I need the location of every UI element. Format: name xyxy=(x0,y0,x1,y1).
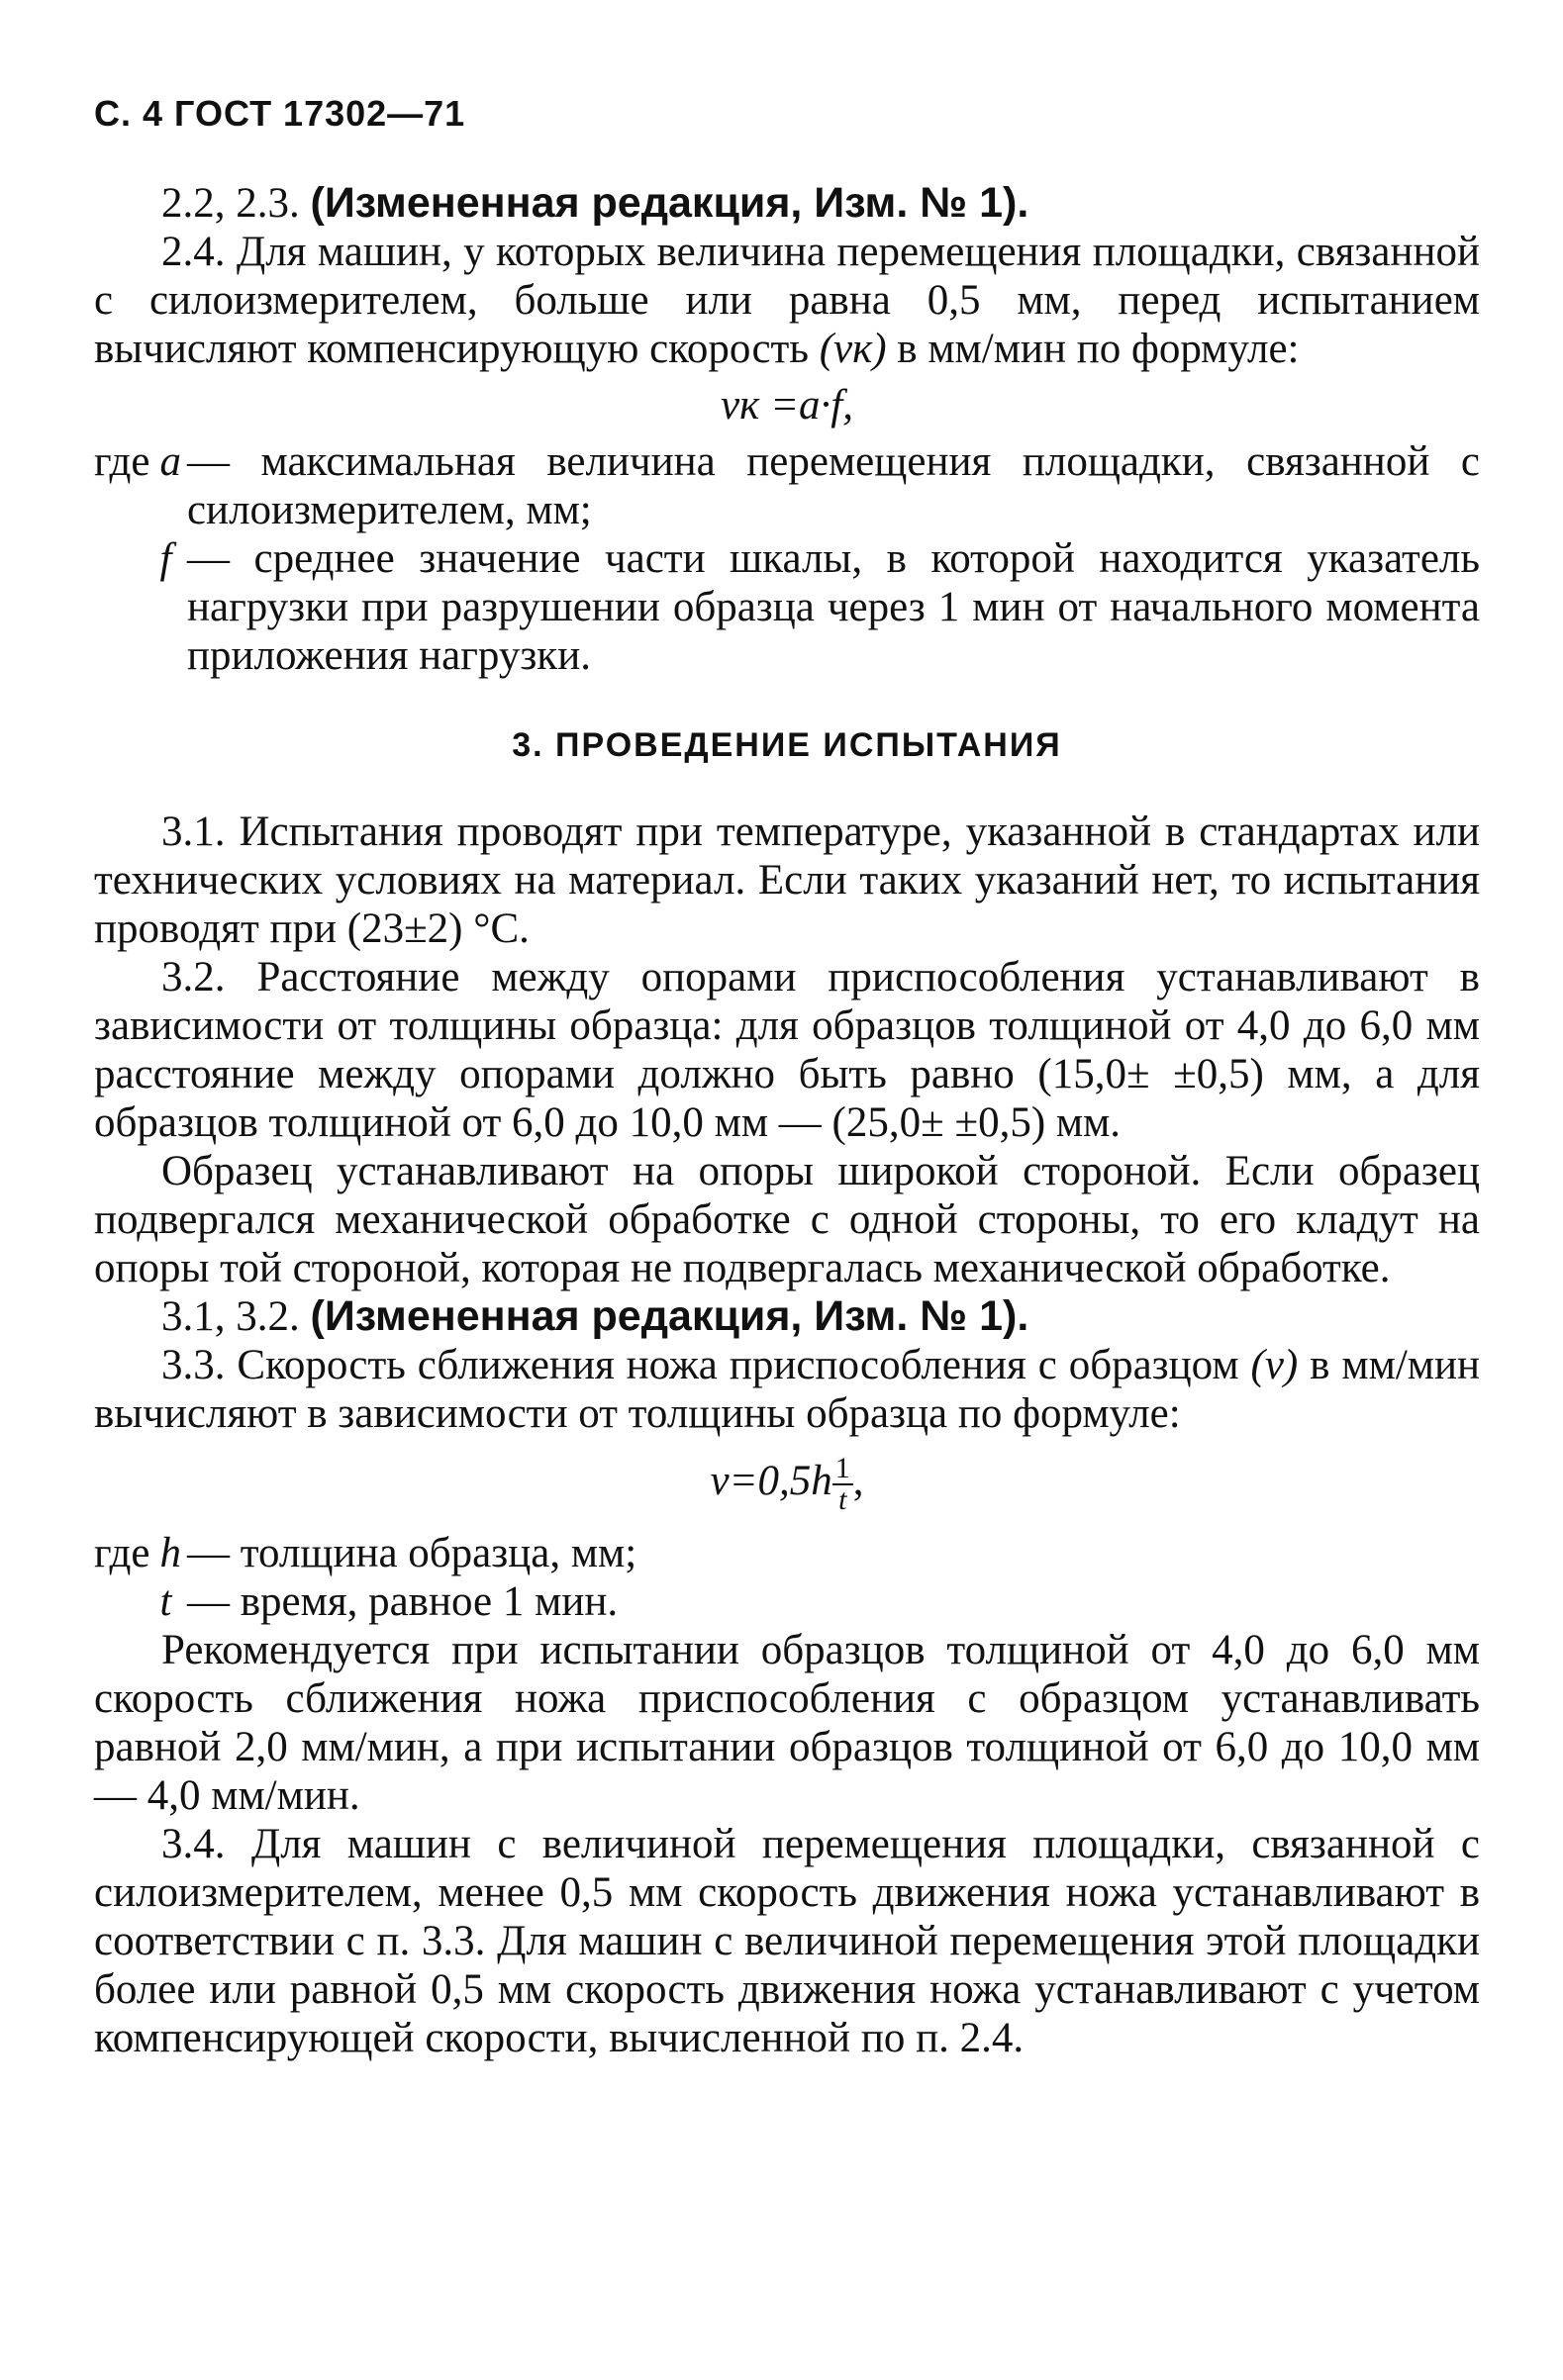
definition-symbol: h xyxy=(159,1530,181,1576)
fraction-denominator: t xyxy=(838,1483,847,1516)
amendment-note: (Измененная редакция, Изм. № 1). xyxy=(310,179,1029,227)
paragraph-3-3-end: в мм/мин вычисляют в зависимости от толщины образца по формуле: xyxy=(94,1342,1481,1437)
paragraph-2-2 xyxy=(94,179,1480,228)
paragraph-3-1: 3.1. Испытания проводят при температуре, указанной в стандартах или технических условиях на материал. Если таких указаний нет, то испытания проводят при (23±2) °С. xyxy=(94,809,1480,952)
paragraph-3-3-recommendation: Рекомендуется при испытании образцов толщиной от 4,0 до 6,0 мм скорость сближения ножа приспособления с образцом устанавливать равной 2,0 мм/мин, а при испытании образцов толщиной от 6,0 до 10,0 мм — 4,0 мм/мин. xyxy=(94,1627,1480,1819)
formula-left: v=0,5h xyxy=(710,1457,832,1504)
amendment-note: (Измененная редакция, Изм. № 1). xyxy=(310,1292,1029,1340)
definition-text: — время, равное 1 мин. xyxy=(186,1578,619,1625)
paragraph-3-3-variable: (v) xyxy=(1250,1342,1299,1388)
paragraph-2-4 xyxy=(94,228,1480,373)
paragraph-3-3-text: 3.3. Скорость сближения ножа приспособления с образцом xyxy=(161,1342,1251,1388)
paragraph-2-2-number: 2.2, 2.3. xyxy=(161,180,311,227)
where-label: где xyxy=(94,438,150,485)
fraction-numerator: 1 xyxy=(832,1454,853,1485)
page-header: С. 4 ГОСТ 17302—71 xyxy=(94,93,466,134)
definitions-list-2 xyxy=(94,1529,1480,1626)
definition-symbol: a xyxy=(159,438,181,485)
paragraph-3-3 xyxy=(94,1341,1480,1438)
paragraph-2-4-end: в мм/мин по формуле: xyxy=(886,326,1300,372)
section-title: 3. ПРОВЕДЕНИЕ ИСПЫТАНИЯ xyxy=(512,726,1062,764)
definitions-list-1 xyxy=(94,437,1480,680)
where-label: где xyxy=(94,1530,150,1576)
formula-compensating-speed: vк =a·f, xyxy=(721,382,853,428)
definition-symbol: f xyxy=(159,535,172,582)
definition-text: — среднее значение части шкалы, в которой находится указатель нагрузки при разрушении образца через 1 мин от начального момента приложения нагрузки. xyxy=(186,535,1480,679)
definition-text: — толщина образца, мм; xyxy=(186,1530,637,1576)
paragraph-3-1-3-2-number: 3.1, 3.2. xyxy=(161,1293,311,1340)
definition-text: — максимальная величина перемещения площадки, связанной с силоизмерителем, мм; xyxy=(186,438,1480,533)
definition-symbol: t xyxy=(159,1578,172,1625)
formula-fraction xyxy=(832,1454,853,1515)
formula-approach-speed xyxy=(94,1454,1480,1515)
document-page xyxy=(94,89,1480,2062)
formula-end: , xyxy=(852,1457,864,1504)
paragraph-3-4: 3.4. Для машин с величиной перемещения площадки, связанной с силоизмерителем, менее 0,5 мм скорость движения ножа устанавливают в соответствии с п. 3.3. Для машин с величиной перемещения этой площадки более или равной 0,5 мм скорость движения ножа устанавливают с учетом компенсирующей скорости, вычисленной по п. 2.4. xyxy=(94,1821,1480,2061)
paragraph-3-1-3-2 xyxy=(94,1292,1480,1341)
paragraph-2-4-variable: (vк) xyxy=(819,326,887,372)
paragraph-2-4-text: 2.4. Для машин, у которых величина перемещения площадки, связанной с силоизмерителем, больше или равна 0,5 мм, перед испытанием вычисляют компенсирующую скорость xyxy=(94,229,1480,372)
paragraph-3-2: 3.2. Расстояние между опорами приспособления устанавливают в зависимости от толщины образца: для образцов толщиной от 4,0 до 6,0 мм расстояние между опорами должно быть равно (15,0± ±0,5) мм, а для образцов толщиной от 6,0 до 10,0 мм — (25,0± ±0,5) мм. xyxy=(94,954,1480,1146)
paragraph-3-2-continued: Образец устанавливают на опоры широкой стороной. Если образец подвергался механической обработке с одной стороны, то его кладут на опоры той стороной, которая не подвергалась механической обработке. xyxy=(94,1148,1480,1291)
